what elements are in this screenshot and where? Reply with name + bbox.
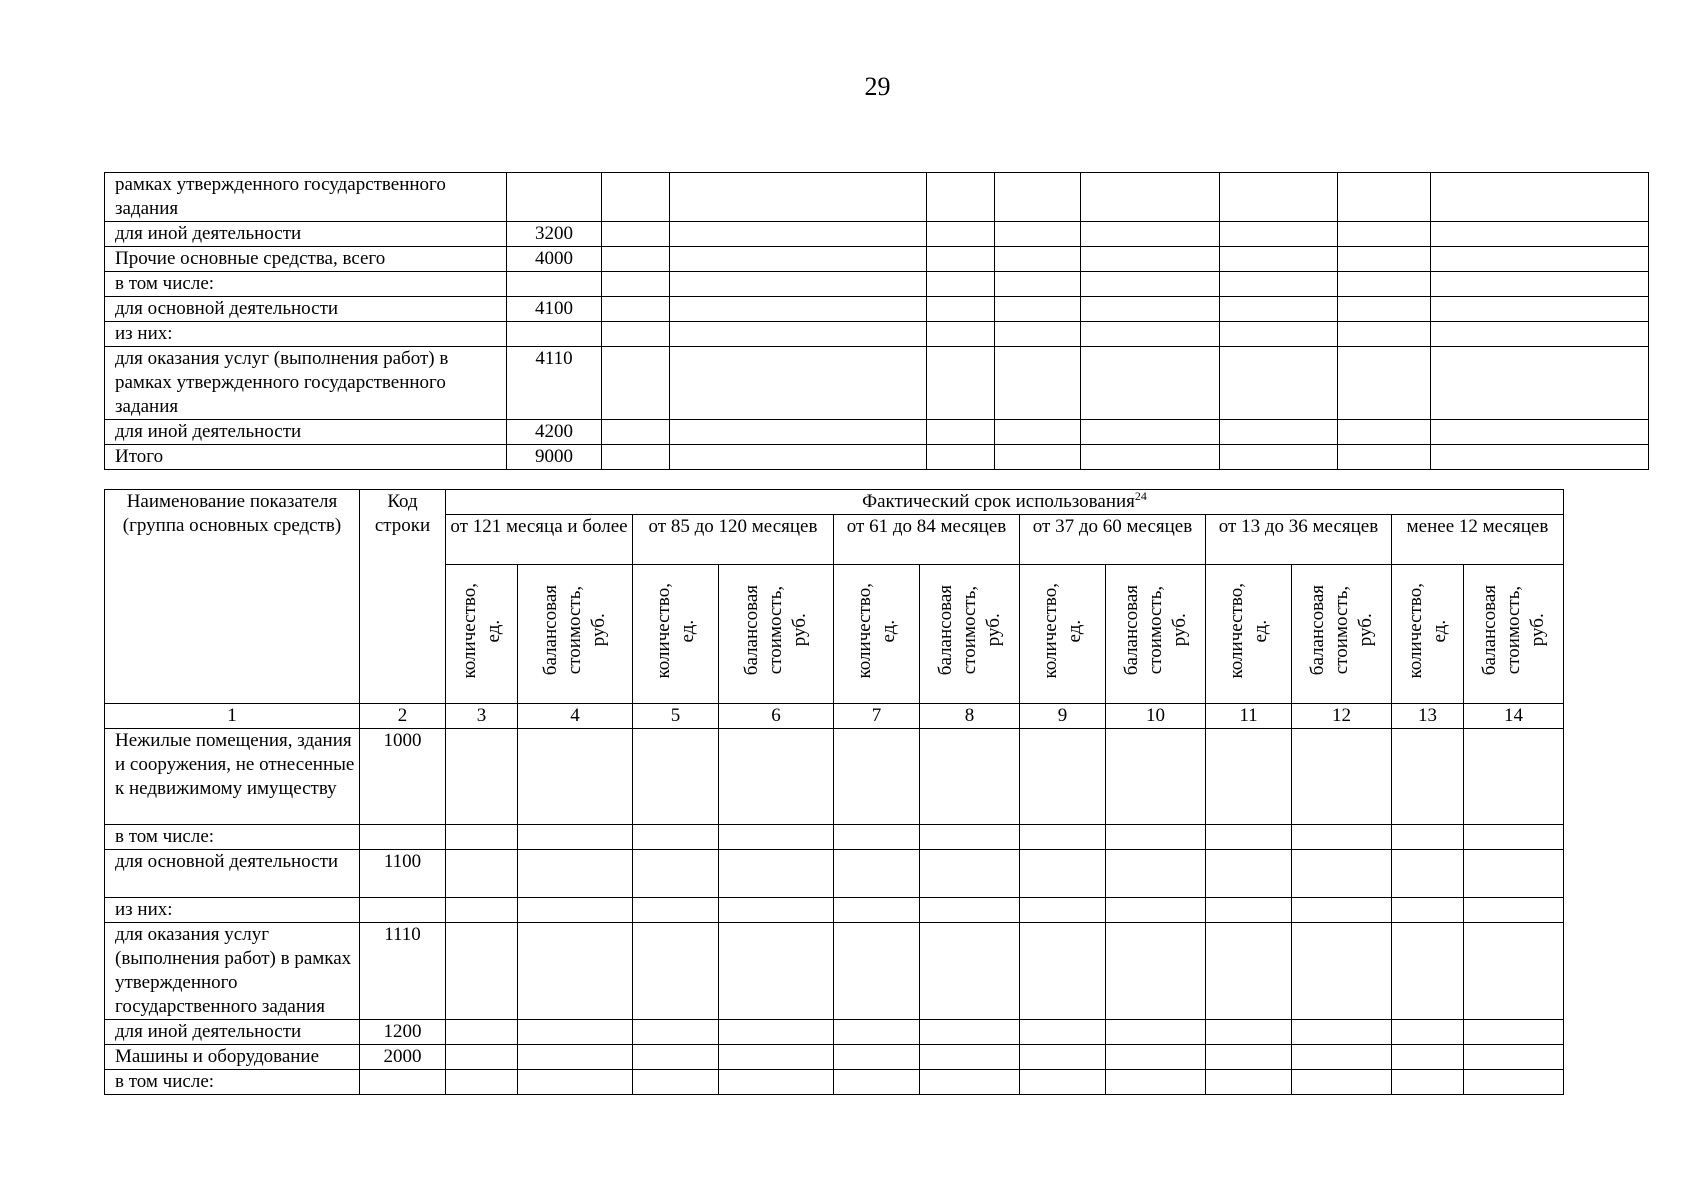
page-number: 29 — [864, 72, 891, 101]
header-quantity — [1392, 565, 1464, 704]
empty-cell — [1106, 825, 1206, 850]
table-row — [105, 1020, 1564, 1045]
row-code: 4200 — [507, 420, 602, 445]
empty-cell — [1081, 247, 1220, 272]
empty-cell — [602, 420, 670, 445]
empty-cell — [834, 923, 920, 1020]
empty-cell — [670, 322, 927, 347]
empty-cell — [518, 825, 633, 850]
header-indicator-name: Наименование показателя (группа основных средств) — [105, 490, 360, 704]
row-code: 1000 — [360, 729, 446, 825]
column-number: 6 — [719, 704, 834, 729]
empty-cell — [719, 1020, 834, 1045]
empty-cell — [920, 1070, 1020, 1095]
row-name: в том числе: — [105, 272, 507, 297]
empty-cell — [719, 898, 834, 923]
table-row — [105, 825, 1564, 850]
empty-cell — [1220, 272, 1338, 297]
row-name: для основной деятельности — [105, 297, 507, 322]
empty-cell — [1392, 1045, 1464, 1070]
row-code: 1100 — [360, 850, 446, 898]
empty-cell — [1392, 850, 1464, 898]
header-quantity-label: количество, ед. — [1225, 582, 1271, 679]
table-row — [105, 850, 1564, 898]
empty-cell — [834, 825, 920, 850]
empty-cell — [1431, 445, 1649, 470]
row-code: 4000 — [507, 247, 602, 272]
row-name: для основной деятельности — [105, 850, 360, 898]
empty-cell — [1392, 923, 1464, 1020]
empty-cell — [719, 825, 834, 850]
empty-cell — [1464, 825, 1564, 850]
empty-cell — [1106, 1020, 1206, 1045]
header-quantity — [633, 565, 719, 704]
column-number: 14 — [1464, 704, 1564, 729]
header-quantity — [446, 565, 518, 704]
header-book-value-label: балансовая стоимость, руб. — [1306, 585, 1376, 676]
row-code: 4110 — [507, 347, 602, 420]
column-number: 10 — [1106, 704, 1206, 729]
empty-cell — [1431, 420, 1649, 445]
empty-cell — [1392, 729, 1464, 825]
empty-cell — [719, 923, 834, 1020]
empty-cell — [1081, 420, 1220, 445]
empty-cell — [719, 729, 834, 825]
empty-cell — [1020, 729, 1106, 825]
row-name: для оказания услуг (выполнения работ) в рамках утвержденного государственного задания — [105, 347, 507, 420]
column-number: 11 — [1206, 704, 1292, 729]
row-name: рамках утвержденного государственного задания — [105, 173, 507, 222]
table-row — [105, 1070, 1564, 1095]
empty-cell — [1464, 1070, 1564, 1095]
empty-cell — [1431, 322, 1649, 347]
empty-cell — [927, 247, 995, 272]
empty-cell — [1020, 850, 1106, 898]
empty-cell — [995, 173, 1081, 222]
empty-cell — [1464, 850, 1564, 898]
empty-cell — [1292, 825, 1392, 850]
header-book-value-label: балансовая стоимость, руб. — [1478, 585, 1548, 676]
empty-cell — [1464, 729, 1564, 825]
empty-cell — [834, 1045, 920, 1070]
row-name: для оказания услуг (выполнения работ) в рамках утвержденного государственного задания — [105, 923, 360, 1020]
header-period: от 61 до 84 месяцев — [834, 515, 1020, 565]
empty-cell — [1220, 347, 1338, 420]
empty-cell — [1338, 347, 1431, 420]
table-row — [105, 322, 1649, 347]
empty-cell — [834, 850, 920, 898]
empty-cell — [1292, 1070, 1392, 1095]
column-number: 3 — [446, 704, 518, 729]
empty-cell — [1431, 272, 1649, 297]
header-book-value — [1464, 565, 1564, 704]
empty-cell — [446, 850, 518, 898]
row-code: 9000 — [507, 445, 602, 470]
empty-cell — [1106, 898, 1206, 923]
empty-cell — [995, 347, 1081, 420]
footnote-marker: 24 — [1134, 489, 1147, 503]
row-code — [360, 1070, 446, 1095]
empty-cell — [1392, 1020, 1464, 1045]
header-quantity-label: количество, ед. — [652, 582, 698, 679]
empty-cell — [1206, 923, 1292, 1020]
empty-cell — [1020, 1020, 1106, 1045]
empty-cell — [1292, 1020, 1392, 1045]
column-number: 13 — [1392, 704, 1464, 729]
header-period: менее 12 месяцев — [1392, 515, 1564, 565]
header-quantity — [1020, 565, 1106, 704]
empty-cell — [834, 729, 920, 825]
empty-cell — [927, 420, 995, 445]
header-book-value — [1292, 565, 1392, 704]
empty-cell — [1081, 222, 1220, 247]
empty-cell — [1338, 247, 1431, 272]
empty-cell — [1292, 898, 1392, 923]
empty-cell — [1292, 729, 1392, 825]
empty-cell — [1220, 222, 1338, 247]
row-name: для иной деятельности — [105, 222, 507, 247]
table-row — [105, 222, 1649, 247]
empty-cell — [602, 222, 670, 247]
column-number: 8 — [920, 704, 1020, 729]
row-code: 3200 — [507, 222, 602, 247]
table-row — [105, 247, 1649, 272]
empty-cell — [1392, 898, 1464, 923]
empty-cell — [1020, 1070, 1106, 1095]
empty-cell — [633, 825, 719, 850]
empty-cell — [518, 729, 633, 825]
empty-cell — [1338, 322, 1431, 347]
empty-cell — [446, 1020, 518, 1045]
row-name: для иной деятельности — [105, 1020, 360, 1045]
empty-cell — [1106, 923, 1206, 1020]
empty-cell — [920, 850, 1020, 898]
header-quantity-label: количество, ед. — [1404, 582, 1450, 679]
empty-cell — [446, 825, 518, 850]
empty-cell — [995, 445, 1081, 470]
empty-cell — [446, 729, 518, 825]
empty-cell — [834, 1070, 920, 1095]
empty-cell — [1020, 825, 1106, 850]
header-period: от 121 месяца и более — [446, 515, 633, 565]
empty-cell — [602, 322, 670, 347]
column-number: 2 — [360, 704, 446, 729]
empty-cell — [995, 247, 1081, 272]
empty-cell — [518, 1070, 633, 1095]
row-code — [507, 272, 602, 297]
empty-cell — [1081, 173, 1220, 222]
empty-cell — [1464, 1045, 1564, 1070]
row-code: 4100 — [507, 297, 602, 322]
column-number: 4 — [518, 704, 633, 729]
empty-cell — [1020, 1045, 1106, 1070]
table-row — [105, 445, 1649, 470]
empty-cell — [1431, 222, 1649, 247]
empty-cell — [834, 1020, 920, 1045]
table-row — [105, 297, 1649, 322]
table-row — [105, 347, 1649, 420]
empty-cell — [633, 898, 719, 923]
empty-cell — [602, 247, 670, 272]
empty-cell — [446, 1045, 518, 1070]
empty-cell — [1220, 173, 1338, 222]
empty-cell — [1464, 923, 1564, 1020]
header-quantity-label: количество, ед. — [458, 582, 504, 679]
empty-cell — [1020, 898, 1106, 923]
empty-cell — [719, 850, 834, 898]
empty-cell — [1292, 850, 1392, 898]
header-period: от 85 до 120 месяцев — [633, 515, 834, 565]
empty-cell — [1338, 173, 1431, 222]
empty-cell — [1206, 729, 1292, 825]
row-code — [360, 898, 446, 923]
header-period: от 37 до 60 месяцев — [1020, 515, 1206, 565]
empty-cell — [995, 272, 1081, 297]
empty-cell — [1220, 322, 1338, 347]
header-quantity-label: количество, ед. — [853, 582, 899, 679]
row-code: 1200 — [360, 1020, 446, 1045]
header-book-value-label: балансовая стоимость, руб. — [741, 585, 810, 676]
empty-cell — [670, 445, 927, 470]
empty-cell — [927, 272, 995, 297]
empty-cell — [927, 297, 995, 322]
row-code: 2000 — [360, 1045, 446, 1070]
empty-cell — [1206, 898, 1292, 923]
empty-cell — [1392, 825, 1464, 850]
empty-cell — [927, 347, 995, 420]
empty-cell — [518, 1020, 633, 1045]
empty-cell — [1206, 1020, 1292, 1045]
empty-cell — [920, 825, 1020, 850]
header-book-value — [719, 565, 834, 704]
empty-cell — [920, 1020, 1020, 1045]
row-name: из них: — [105, 898, 360, 923]
empty-cell — [927, 173, 995, 222]
empty-cell — [602, 173, 670, 222]
empty-cell — [602, 445, 670, 470]
empty-cell — [518, 850, 633, 898]
row-name: из них: — [105, 322, 507, 347]
empty-cell — [920, 898, 1020, 923]
row-code — [360, 825, 446, 850]
empty-cell — [633, 923, 719, 1020]
header-book-value — [518, 565, 633, 704]
empty-cell — [927, 222, 995, 247]
empty-cell — [1220, 420, 1338, 445]
row-code — [507, 173, 602, 222]
empty-cell — [446, 1070, 518, 1095]
row-name: Машины и оборудование — [105, 1045, 360, 1070]
empty-cell — [1392, 1070, 1464, 1095]
empty-cell — [1338, 222, 1431, 247]
empty-cell — [602, 297, 670, 322]
header-book-value-label: балансовая стоимость, руб. — [934, 585, 1004, 676]
table-row — [105, 898, 1564, 923]
empty-cell — [1106, 1045, 1206, 1070]
empty-cell — [670, 272, 927, 297]
empty-cell — [1431, 173, 1649, 222]
empty-cell — [1431, 297, 1649, 322]
row-name: Итого — [105, 445, 507, 470]
table-row — [105, 923, 1564, 1020]
empty-cell — [518, 898, 633, 923]
empty-cell — [1338, 420, 1431, 445]
column-number: 5 — [633, 704, 719, 729]
empty-cell — [927, 322, 995, 347]
empty-cell — [1338, 272, 1431, 297]
empty-cell — [1206, 825, 1292, 850]
empty-cell — [834, 898, 920, 923]
empty-cell — [1206, 850, 1292, 898]
header-book-value — [1106, 565, 1206, 704]
empty-cell — [1292, 923, 1392, 1020]
empty-cell — [920, 729, 1020, 825]
header-usage-term — [446, 490, 1564, 515]
empty-cell — [518, 923, 633, 1020]
header-book-value — [920, 565, 1020, 704]
header-usage-term-text: Фактический срок использования — [862, 491, 1135, 512]
table-row — [105, 272, 1649, 297]
empty-cell — [1206, 1070, 1292, 1095]
table-row — [105, 1045, 1564, 1070]
empty-cell — [995, 322, 1081, 347]
empty-cell — [1464, 898, 1564, 923]
empty-cell — [1206, 1045, 1292, 1070]
row-code — [507, 322, 602, 347]
empty-cell — [1081, 322, 1220, 347]
row-code: 1110 — [360, 923, 446, 1020]
usage-term-table — [104, 489, 1564, 1095]
empty-cell — [1081, 347, 1220, 420]
row-name: Прочие основные средства, всего — [105, 247, 507, 272]
empty-cell — [1081, 297, 1220, 322]
empty-cell — [1220, 247, 1338, 272]
table-row — [105, 173, 1649, 222]
column-number: 1 — [105, 704, 360, 729]
empty-cell — [633, 1070, 719, 1095]
column-number: 7 — [834, 704, 920, 729]
empty-cell — [602, 272, 670, 297]
header-book-value-label: балансовая стоимость, руб. — [540, 585, 609, 676]
empty-cell — [719, 1045, 834, 1070]
empty-cell — [602, 347, 670, 420]
row-name: Нежилые помещения, здания и сооружения, не отнесенные к недвижимому имуществу — [105, 729, 360, 825]
empty-cell — [670, 222, 927, 247]
empty-cell — [1338, 297, 1431, 322]
empty-cell — [633, 1045, 719, 1070]
empty-cell — [1106, 729, 1206, 825]
empty-cell — [1106, 1070, 1206, 1095]
empty-cell — [670, 420, 927, 445]
empty-cell — [446, 898, 518, 923]
row-name: в том числе: — [105, 1070, 360, 1095]
empty-cell — [633, 729, 719, 825]
header-quantity-label: количество, ед. — [1039, 582, 1085, 679]
empty-cell — [1431, 247, 1649, 272]
table-row — [105, 420, 1649, 445]
column-number: 9 — [1020, 704, 1106, 729]
empty-cell — [920, 923, 1020, 1020]
empty-cell — [518, 1045, 633, 1070]
empty-cell — [633, 850, 719, 898]
empty-cell — [670, 297, 927, 322]
empty-cell — [719, 1070, 834, 1095]
empty-cell — [670, 173, 927, 222]
empty-cell — [446, 923, 518, 1020]
empty-cell — [670, 347, 927, 420]
column-number: 12 — [1292, 704, 1392, 729]
empty-cell — [920, 1045, 1020, 1070]
row-name: для иной деятельности — [105, 420, 507, 445]
empty-cell — [1464, 1020, 1564, 1045]
empty-cell — [1220, 445, 1338, 470]
empty-cell — [995, 222, 1081, 247]
empty-cell — [670, 247, 927, 272]
empty-cell — [633, 1020, 719, 1045]
header-book-value-label: балансовая стоимость, руб. — [1120, 585, 1190, 676]
empty-cell — [1220, 297, 1338, 322]
header-quantity — [1206, 565, 1292, 704]
empty-cell — [1081, 445, 1220, 470]
empty-cell — [995, 420, 1081, 445]
empty-cell — [1081, 272, 1220, 297]
empty-cell — [1020, 923, 1106, 1020]
empty-cell — [927, 445, 995, 470]
empty-cell — [1338, 445, 1431, 470]
header-quantity — [834, 565, 920, 704]
row-name: в том числе: — [105, 825, 360, 850]
empty-cell — [1292, 1045, 1392, 1070]
assets-continuation-table — [104, 172, 1649, 470]
table-row — [105, 729, 1564, 825]
empty-cell — [1106, 850, 1206, 898]
empty-cell — [1431, 347, 1649, 420]
header-period: от 13 до 36 месяцев — [1206, 515, 1392, 565]
empty-cell — [995, 297, 1081, 322]
header-row-code: Код строки — [360, 490, 446, 704]
